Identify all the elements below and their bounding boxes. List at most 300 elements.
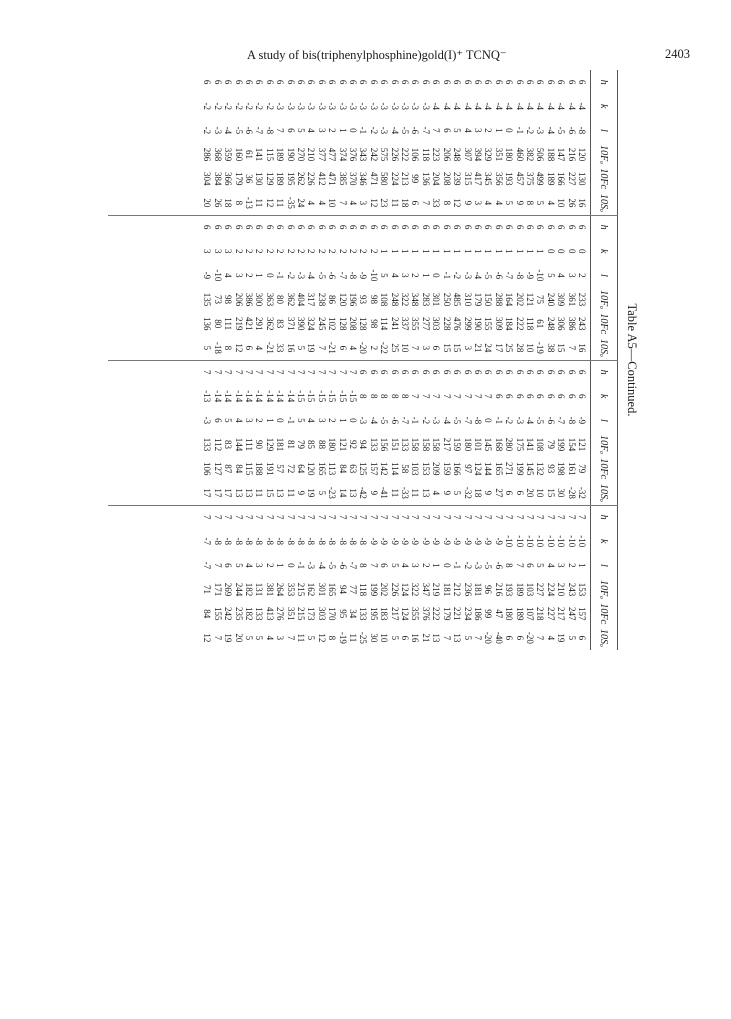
table-row bbox=[556, 215, 566, 360]
table-cell: 222 bbox=[514, 316, 525, 331]
table-cell: 93 bbox=[358, 295, 369, 305]
block-separator bbox=[108, 215, 618, 216]
table-cell: 34 bbox=[348, 609, 359, 619]
table-cell: 30 bbox=[368, 633, 379, 643]
table-row bbox=[275, 70, 285, 215]
table-block-2 bbox=[107, 215, 618, 360]
table-cell: 3 bbox=[316, 128, 327, 133]
table-cell: -40 bbox=[493, 631, 504, 644]
table-cell: -9 bbox=[420, 537, 431, 545]
table-cell: 142 bbox=[379, 461, 390, 476]
table-cell: 8 bbox=[400, 393, 411, 399]
table-cell: 161 bbox=[566, 461, 577, 476]
table-cell: -42 bbox=[358, 486, 369, 499]
table-cell: 506 bbox=[535, 147, 546, 162]
table-cell: 12 bbox=[452, 198, 463, 208]
table-cell: 15 bbox=[556, 343, 567, 353]
table-cell: 6 bbox=[337, 345, 348, 351]
table-cell: 6 bbox=[379, 563, 390, 568]
table-cell: -2 bbox=[254, 102, 265, 110]
table-cell: 6 bbox=[493, 79, 504, 85]
table-row bbox=[535, 505, 545, 650]
table-row bbox=[285, 70, 295, 215]
table-cell: 158 bbox=[431, 437, 442, 452]
table-row bbox=[316, 505, 326, 650]
table-cell: 118 bbox=[420, 147, 431, 162]
table-cell: -7 bbox=[504, 271, 515, 280]
table-cell: 129 bbox=[264, 437, 275, 452]
table-row bbox=[545, 70, 555, 215]
table-cell: -1 bbox=[275, 271, 286, 280]
table-cell: 4 bbox=[493, 200, 504, 206]
column-header: 10Sₒ bbox=[591, 336, 618, 360]
table-cell: 7 bbox=[285, 369, 296, 375]
table-cell: -8 bbox=[306, 537, 317, 545]
table-cell: 2 bbox=[348, 248, 359, 254]
table-cell: 6 bbox=[535, 79, 546, 85]
table-cell: -41 bbox=[379, 486, 390, 499]
table-cell: 18 bbox=[400, 198, 411, 208]
table-cell: -4 bbox=[452, 102, 463, 110]
table-cell: 136 bbox=[420, 171, 431, 186]
table-cell: 206 bbox=[233, 292, 244, 307]
table-cell: 2 bbox=[264, 248, 275, 254]
table-cell: 234 bbox=[462, 606, 473, 621]
table-cell: -7 bbox=[556, 416, 567, 425]
table-cell: 4 bbox=[545, 200, 556, 206]
table-cell: 2 bbox=[420, 563, 431, 568]
table-cell: 19 bbox=[223, 633, 234, 643]
table-cell: 303 bbox=[316, 606, 327, 621]
table-row bbox=[296, 215, 306, 360]
table-cell: -9 bbox=[400, 537, 411, 545]
table-cell: 7 bbox=[316, 514, 327, 520]
table-cell: 6 bbox=[296, 79, 307, 85]
table-cell: 385 bbox=[337, 171, 348, 186]
table-cell: 16 bbox=[577, 343, 587, 353]
table-cell: 5 bbox=[452, 128, 463, 133]
table-cell: 101 bbox=[472, 437, 483, 452]
table-cell: 0 bbox=[285, 563, 296, 568]
table-cell: -8 bbox=[212, 537, 223, 545]
table-cell: 120 bbox=[306, 461, 317, 476]
table-cell: 193 bbox=[504, 171, 515, 186]
table-cell: 147 bbox=[556, 147, 567, 162]
table-cell: 115 bbox=[264, 147, 275, 162]
table-cell: 247 bbox=[566, 606, 577, 621]
table-row bbox=[493, 215, 503, 360]
table-cell: 208 bbox=[441, 171, 452, 186]
table-cell: 6 bbox=[316, 224, 327, 230]
table-row bbox=[285, 215, 295, 360]
table-cell: 108 bbox=[379, 292, 390, 307]
table-cell: 6 bbox=[306, 224, 317, 230]
table-cell: 7 bbox=[504, 514, 515, 520]
table-row bbox=[212, 215, 222, 360]
table-cell: -2 bbox=[285, 271, 296, 280]
table-cell: 7 bbox=[306, 514, 317, 520]
table-cell: 17 bbox=[212, 488, 223, 498]
table-cell: 6 bbox=[504, 79, 515, 85]
table-cell: 6 bbox=[212, 79, 223, 85]
table-cell: 218 bbox=[535, 606, 546, 621]
table-cell: 130 bbox=[577, 171, 587, 186]
table-cell: 181 bbox=[275, 437, 286, 452]
table-cell: 10 bbox=[524, 343, 535, 353]
table-cell: 1 bbox=[379, 248, 390, 254]
table-cell: 135 bbox=[202, 292, 213, 307]
table-cell: 36 bbox=[244, 174, 254, 184]
table-cell: 304 bbox=[202, 171, 213, 186]
table-cell: 315 bbox=[462, 171, 473, 186]
table-cell: 351 bbox=[493, 147, 504, 162]
column-header: 10Fᴄ bbox=[591, 457, 618, 481]
table-cell: 171 bbox=[212, 582, 223, 597]
table-cell: 7 bbox=[566, 514, 577, 520]
table-cell: 165 bbox=[316, 461, 327, 476]
table-cell: 347 bbox=[420, 582, 431, 597]
table-cell: 7 bbox=[452, 514, 463, 520]
table-cell: -4 bbox=[545, 126, 556, 135]
table-cell: 12 bbox=[368, 198, 379, 208]
table-row bbox=[421, 215, 431, 360]
table-cell: 382 bbox=[524, 147, 535, 162]
table-cell: -10 bbox=[514, 535, 525, 548]
table-cell: 1 bbox=[337, 418, 348, 423]
table-cell: -23 bbox=[327, 486, 338, 499]
column-header: l bbox=[591, 408, 618, 432]
table-cell: 485 bbox=[452, 292, 463, 307]
table-cell: 245 bbox=[316, 316, 327, 331]
table-cell: 6 bbox=[368, 224, 379, 230]
table-cell: 25 bbox=[389, 343, 400, 353]
table-cell: -5 bbox=[535, 416, 546, 425]
table-row bbox=[223, 505, 233, 650]
table-cell: 5 bbox=[566, 635, 577, 641]
table-cell: 6 bbox=[504, 224, 515, 230]
table-cell: 57 bbox=[275, 464, 286, 474]
table-cell: 5 bbox=[504, 200, 515, 206]
table-cell: -19 bbox=[337, 631, 348, 644]
table-row bbox=[337, 70, 347, 215]
table-cell: 1 bbox=[400, 248, 411, 254]
table-cell: 227 bbox=[535, 582, 546, 597]
table-cell: -32 bbox=[577, 486, 587, 499]
table-cell: 150 bbox=[483, 292, 494, 307]
table-cell: 155 bbox=[483, 316, 494, 331]
table-cell: -6 bbox=[410, 126, 421, 135]
table-cell: -10 bbox=[577, 535, 587, 548]
table-cell: 12 bbox=[233, 343, 244, 353]
table-cell: 199 bbox=[514, 461, 525, 476]
table-cell: 223 bbox=[431, 147, 442, 162]
table-cell: 11 bbox=[389, 198, 400, 208]
table-cell: 181 bbox=[441, 582, 452, 597]
table-cell: 421 bbox=[244, 316, 254, 331]
column-header: 10Fᴄ bbox=[591, 602, 618, 626]
table-cell: 370 bbox=[348, 171, 359, 186]
table-cell: 179 bbox=[441, 606, 452, 621]
table-cell: 19 bbox=[306, 343, 317, 353]
table-cell: -2 bbox=[244, 102, 254, 110]
table-cell: 8 bbox=[379, 393, 390, 399]
table-cell: 222 bbox=[431, 606, 442, 621]
table-cell: -8 bbox=[348, 537, 359, 545]
table-cell: -3 bbox=[327, 102, 338, 110]
table-cell: 1 bbox=[577, 563, 587, 568]
table-cell: 376 bbox=[420, 606, 431, 621]
table-cell: 362 bbox=[264, 316, 275, 331]
table-cell: -2 bbox=[452, 271, 463, 280]
table-cell: 7 bbox=[223, 514, 234, 520]
table-cell: 288 bbox=[493, 292, 504, 307]
table-row bbox=[254, 505, 264, 650]
table-cell: -8 bbox=[566, 416, 577, 425]
table-cell: -15 bbox=[296, 390, 307, 403]
table-row bbox=[254, 215, 264, 360]
table-cell: -5 bbox=[400, 126, 411, 135]
table-cell: 11 bbox=[285, 488, 296, 498]
table-row bbox=[566, 505, 576, 650]
table-cell: 7 bbox=[275, 514, 286, 520]
table-cell: 118 bbox=[358, 582, 369, 597]
table-cell: -1 bbox=[452, 561, 463, 570]
table-cell: -3 bbox=[212, 126, 223, 135]
table-row bbox=[566, 70, 576, 215]
table-cell: 7 bbox=[400, 514, 411, 520]
table-cell: 19 bbox=[556, 633, 567, 643]
table-cell: 6 bbox=[400, 369, 411, 375]
table-cell: 271 bbox=[504, 461, 515, 476]
table-cell: 1 bbox=[410, 248, 421, 254]
table-cell: -9 bbox=[452, 537, 463, 545]
table-row bbox=[525, 505, 535, 650]
table-row bbox=[400, 215, 410, 360]
table-cell: 3 bbox=[472, 200, 483, 206]
table-cell: 235 bbox=[233, 606, 244, 621]
table-cell: -9 bbox=[577, 416, 587, 425]
table-cell: 24 bbox=[296, 198, 307, 208]
table-cell: 6 bbox=[462, 369, 473, 375]
table-cell: -3 bbox=[296, 271, 307, 280]
table-cell: -4 bbox=[472, 102, 483, 110]
table-cell: -3 bbox=[316, 102, 327, 110]
table-cell: 7 bbox=[212, 369, 223, 375]
table-row bbox=[306, 505, 316, 650]
table-cell: -13 bbox=[202, 390, 213, 403]
table-cell: 8 bbox=[327, 635, 338, 641]
table-cell: 160 bbox=[233, 147, 244, 162]
table-cell: 6 bbox=[504, 490, 515, 496]
table-cell: -14 bbox=[254, 390, 265, 403]
table-cell: 5 bbox=[389, 563, 400, 568]
table-cell: 188 bbox=[254, 461, 265, 476]
table-row bbox=[504, 360, 514, 505]
table-cell: -4 bbox=[472, 271, 483, 280]
table-cell: 180 bbox=[504, 147, 515, 162]
table-cell: 1 bbox=[389, 248, 400, 254]
column-header: 10Sₒ bbox=[591, 626, 618, 650]
table-cell: 17 bbox=[202, 488, 213, 498]
table-cell: 5 bbox=[233, 563, 244, 568]
table-cell: 61 bbox=[244, 150, 254, 160]
table-cell: 87 bbox=[223, 464, 234, 474]
table-row bbox=[535, 360, 545, 505]
table-cell: 7 bbox=[327, 369, 338, 375]
table-cell: 2 bbox=[254, 248, 265, 254]
table-row bbox=[202, 215, 212, 360]
table-cell: 16 bbox=[577, 198, 587, 208]
table-cell: 345 bbox=[483, 171, 494, 186]
table-cell: 168 bbox=[493, 437, 504, 452]
table-cell: 6 bbox=[462, 79, 473, 85]
table-row bbox=[483, 215, 493, 360]
table-cell: 374 bbox=[337, 147, 348, 162]
table-cell: 182 bbox=[244, 582, 254, 597]
table-row bbox=[316, 360, 326, 505]
table-cell: 6 bbox=[410, 369, 421, 375]
table-cell: 215 bbox=[296, 606, 307, 621]
table-cell: -14 bbox=[264, 390, 275, 403]
table-cell: 2 bbox=[275, 248, 286, 254]
table-cell: 20 bbox=[233, 633, 244, 643]
table-cell: 7 bbox=[316, 369, 327, 375]
table-cell: 157 bbox=[368, 461, 379, 476]
table-cell: 7 bbox=[472, 514, 483, 520]
column-header: l bbox=[591, 553, 618, 577]
table-row bbox=[358, 360, 368, 505]
table-cell: 11 bbox=[389, 488, 400, 498]
table-cell: 20 bbox=[202, 198, 213, 208]
table-cell: 7 bbox=[264, 514, 275, 520]
table-cell: 158 bbox=[410, 437, 421, 452]
table-cell: -3 bbox=[306, 102, 317, 110]
table-cell: 129 bbox=[264, 171, 275, 186]
table-row bbox=[462, 70, 472, 215]
table-cell: 190 bbox=[285, 147, 296, 162]
table-cell: -4 bbox=[441, 102, 452, 110]
table-cell: 4 bbox=[545, 635, 556, 641]
table-cell: 11 bbox=[348, 633, 359, 643]
table-cell: 6 bbox=[577, 224, 587, 230]
table-cell: 7 bbox=[275, 369, 286, 375]
table-row bbox=[577, 360, 587, 505]
table-cell: 12 bbox=[264, 198, 275, 208]
table-cell: 322 bbox=[400, 292, 411, 307]
table-row bbox=[233, 360, 243, 505]
table-cell: 7 bbox=[296, 514, 307, 520]
table-cell: 94 bbox=[358, 440, 369, 450]
table-cell: 6 bbox=[504, 635, 515, 641]
table-cell: -18 bbox=[212, 341, 223, 354]
table-row bbox=[400, 70, 410, 215]
table-row bbox=[348, 215, 358, 360]
table-row bbox=[410, 215, 420, 360]
table-cell: 7 bbox=[524, 514, 535, 520]
table-cell: 26 bbox=[212, 198, 223, 208]
table-cell: 106 bbox=[202, 461, 213, 476]
table-cell: 182 bbox=[244, 606, 254, 621]
table-cell: 93 bbox=[545, 464, 556, 474]
table-cell: -21 bbox=[264, 341, 275, 354]
table-cell: 1 bbox=[420, 273, 431, 278]
table-cell: -4 bbox=[462, 102, 473, 110]
table-cell: -8 bbox=[348, 271, 359, 280]
table-cell: 6 bbox=[514, 224, 525, 230]
table-cell: 8 bbox=[358, 563, 369, 568]
table-cell: 7 bbox=[514, 514, 525, 520]
table-cell: 144 bbox=[483, 461, 494, 476]
table-cell: 103 bbox=[410, 461, 421, 476]
table-cell: 212 bbox=[452, 582, 463, 597]
table-cell: 363 bbox=[264, 292, 275, 307]
table-cell: 0 bbox=[483, 418, 494, 423]
table-cell: 7 bbox=[202, 514, 213, 520]
table-cell: 136 bbox=[202, 316, 213, 331]
table-row bbox=[264, 505, 274, 650]
table-row bbox=[306, 215, 316, 360]
table-cell: 6 bbox=[420, 369, 431, 375]
table-row bbox=[233, 70, 243, 215]
table-cell: 6 bbox=[556, 224, 567, 230]
table-row bbox=[212, 360, 222, 505]
table-cell: 4 bbox=[306, 418, 317, 423]
table-cell: 8 bbox=[504, 563, 515, 568]
table-cell: -8 bbox=[223, 537, 234, 545]
table-cell: -1 bbox=[441, 271, 452, 280]
table-row bbox=[441, 215, 451, 360]
table-cell: -10 bbox=[535, 269, 546, 282]
table-row bbox=[473, 505, 483, 650]
table-cell: -6 bbox=[493, 561, 504, 570]
table-cell: -3 bbox=[275, 102, 286, 110]
table-cell: 3 bbox=[212, 248, 223, 254]
table-cell: 6 bbox=[524, 393, 535, 399]
table-cell: 73 bbox=[212, 295, 223, 305]
table-row bbox=[202, 360, 212, 505]
table-cell: 6 bbox=[244, 224, 254, 230]
table-cell: -8 bbox=[514, 271, 525, 280]
table-row bbox=[410, 70, 420, 215]
table-cell: 11 bbox=[254, 198, 265, 208]
table-cell: -8 bbox=[254, 537, 265, 545]
table-row bbox=[244, 505, 254, 650]
table-row bbox=[452, 505, 462, 650]
table-cell: 376 bbox=[348, 147, 359, 162]
table-row bbox=[556, 360, 566, 505]
table-cell: 11 bbox=[275, 198, 286, 208]
table-cell: 6 bbox=[493, 369, 504, 375]
table-cell: 324 bbox=[306, 316, 317, 331]
table-cell: -7 bbox=[420, 126, 431, 135]
table-cell: 6 bbox=[577, 393, 587, 399]
table-cell: 1 bbox=[504, 248, 515, 254]
table-cell: 7 bbox=[462, 393, 473, 399]
table-cell: 47 bbox=[493, 609, 504, 619]
table-cell: 238 bbox=[316, 292, 327, 307]
table-cell: 112 bbox=[212, 437, 223, 452]
column-header: l bbox=[591, 118, 618, 142]
table-cell: -4 bbox=[493, 102, 504, 110]
table-cell: 157 bbox=[577, 606, 587, 621]
table-cell: 301 bbox=[431, 292, 442, 307]
table-cell: -8 bbox=[337, 537, 348, 545]
table-cell: 23 bbox=[379, 198, 390, 208]
table-cell: 242 bbox=[223, 606, 234, 621]
table-cell: 4 bbox=[264, 635, 275, 641]
table-cell: -2 bbox=[212, 102, 223, 110]
table-cell: 153 bbox=[577, 582, 587, 597]
